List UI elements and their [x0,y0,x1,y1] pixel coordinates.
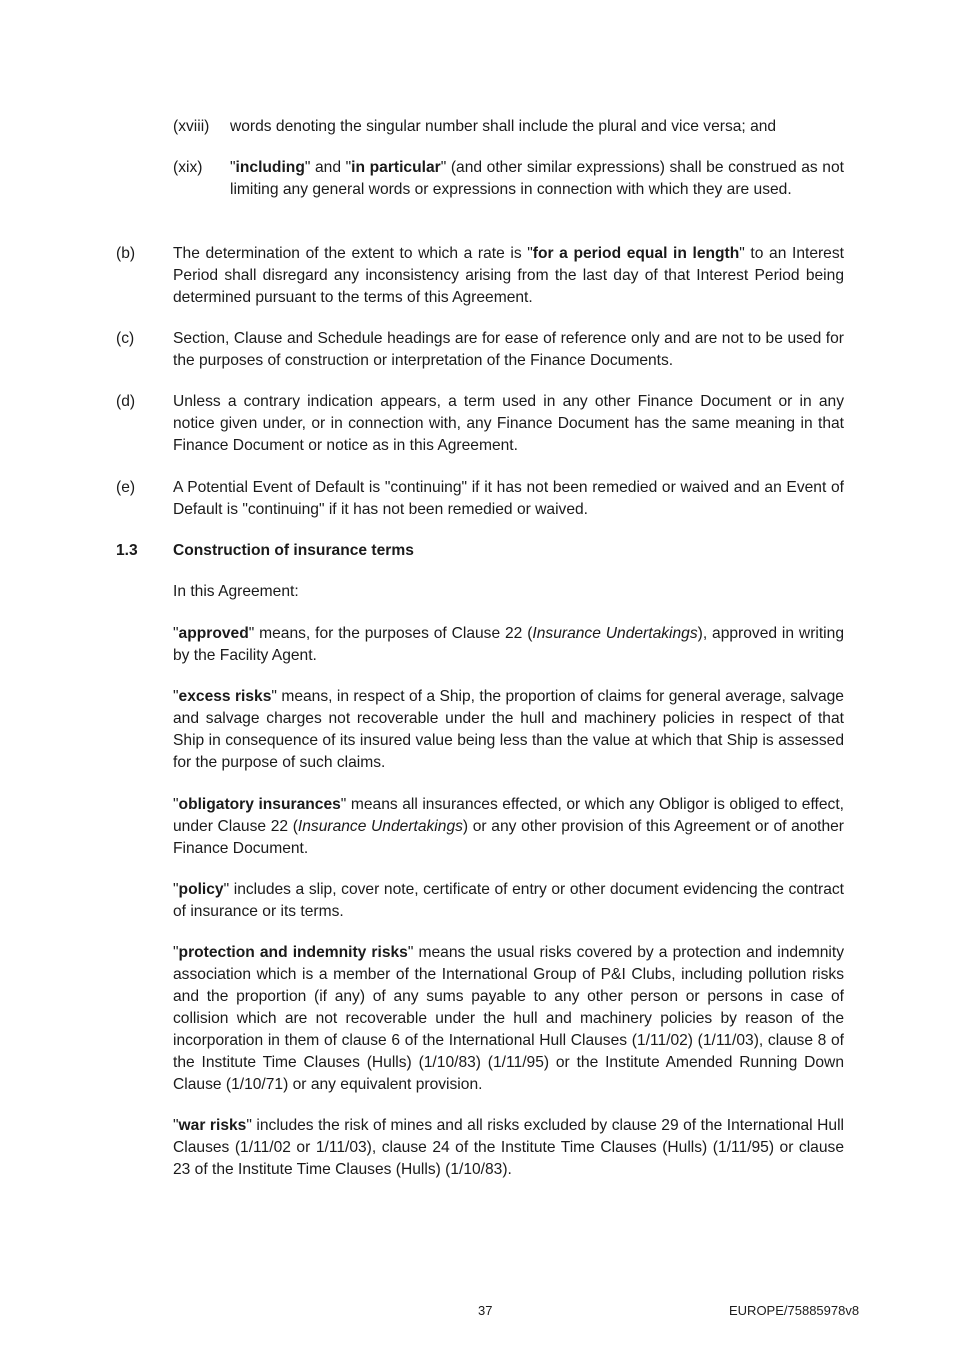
item-text-d: Unless a contrary indication appears, a term used in any other Finance Document or in any notice given under, or in connection with, any Finance Document has the same meaning in that Finance Document or notice as in this Agreement. [173,393,844,454]
ref-insurance-undertakings-2: Insurance Undertakings [297,818,463,835]
item-text-b: The determination of the extent to which a rate is "for a period equal in length" to an Interest Period shall disregard any inconsistency arising from the last day of that Interest Period being determined pursuant to the terms of this Agreement. [173,245,844,306]
definition-war-risks: "war risks" includes the risk of mines and all risks excluded by clause 29 of the International Hull Clauses (1/11/02 or 1/11/03), clause 24 of the Institute Time Clauses (Hulls) (1/11/95) or clause 23 of the Institute Time Clauses (Hulls) (1/10/83). [173,1117,844,1178]
section-title: Construction of insurance terms [173,542,414,559]
term-protection-indemnity-risks: protection and indemnity risks [178,944,408,961]
item-text-e: A Potential Event of Default is "continuing" if it has not been remedied or waived and an Event of Default is "continuing" if it has not been remedied or waived. [173,479,844,518]
definition-approved: "approved" means, for the purposes of Clause 22 (Insurance Undertakings), approved in writing by the Facility Agent. [173,625,844,664]
section-number: 1.3 [116,542,138,559]
item-label-xviii: (xviii) [173,118,210,135]
term-policy: policy [178,881,224,898]
definition-protection-indemnity-risks: "protection and indemnity risks" means the usual risks covered by a protection and indemnity association which is a member of the International Group of P&I Clubs, including pollution risks and the proportion (if any) of any sums payable to any other person or persons in case of collision which are not recoverable under the hull and machinery policies by reason of the incorporation in them of clause 6 of the International Hull Clauses (1/11/02) (1/11/03), clause 8 of the Institute Time Clauses (Hulls) (1/10/83) (1/11/95) or the Institute Amended Running Down Clause (1/10/71) or any equivalent provision. [173,944,845,1093]
item-label-b: (b) [116,245,136,262]
item-label-d: (d) [116,393,136,410]
item-text-xix: "including" and "in particular" (and other similar expressions) shall be construed as not limiting any general words or expressions in connection with which they are used. [230,159,844,198]
definition-excess-risks: "excess risks" means, in respect of a Ship, the proportion of claims for general average, salvage and salvage charges not recoverable under the hull and machinery policies in respect of that Ship in consequence of its insured value being less than the value at which that Ship is assessed for the purpose of such claims. [173,688,844,771]
term-approved: approved [178,625,249,642]
term-including: including [235,159,305,176]
item-text-xviii: words denoting the singular number shall include the plural and vice versa; and [230,118,777,135]
definition-obligatory-insurances: "obligatory insurances" means all insurances effected, or which any Obligor is obliged to effect, under Clause 22 (Insurance Undertakings) or any other provision of this Agreement or of another Finance Document. [173,796,844,857]
ref-insurance-undertakings: Insurance Undertakings [532,625,698,642]
term-obligatory-insurances: obligatory insurances [178,796,341,813]
section-intro: In this Agreement: [173,583,299,600]
item-label-e: (e) [116,479,136,496]
term-excess-risks: excess risks [178,688,272,705]
page-number: 37 [478,1303,493,1318]
item-text-c: Section, Clause and Schedule headings are for ease of reference only and are not to be used for the purposes of construction or interpretation of the Finance Documents. [173,330,844,369]
document-reference: EUROPE/75885978v8 [729,1303,860,1318]
term-war-risks: war risks [178,1117,247,1134]
term-in-particular: in particular [351,159,441,176]
term-period-equal-length: for a period equal in length [532,245,740,262]
item-label-xix: (xix) [173,159,203,176]
item-label-c: (c) [116,330,135,347]
definition-policy: "policy" includes a slip, cover note, certificate of entry or other document evidencing the contract of insurance or its terms. [173,881,844,920]
